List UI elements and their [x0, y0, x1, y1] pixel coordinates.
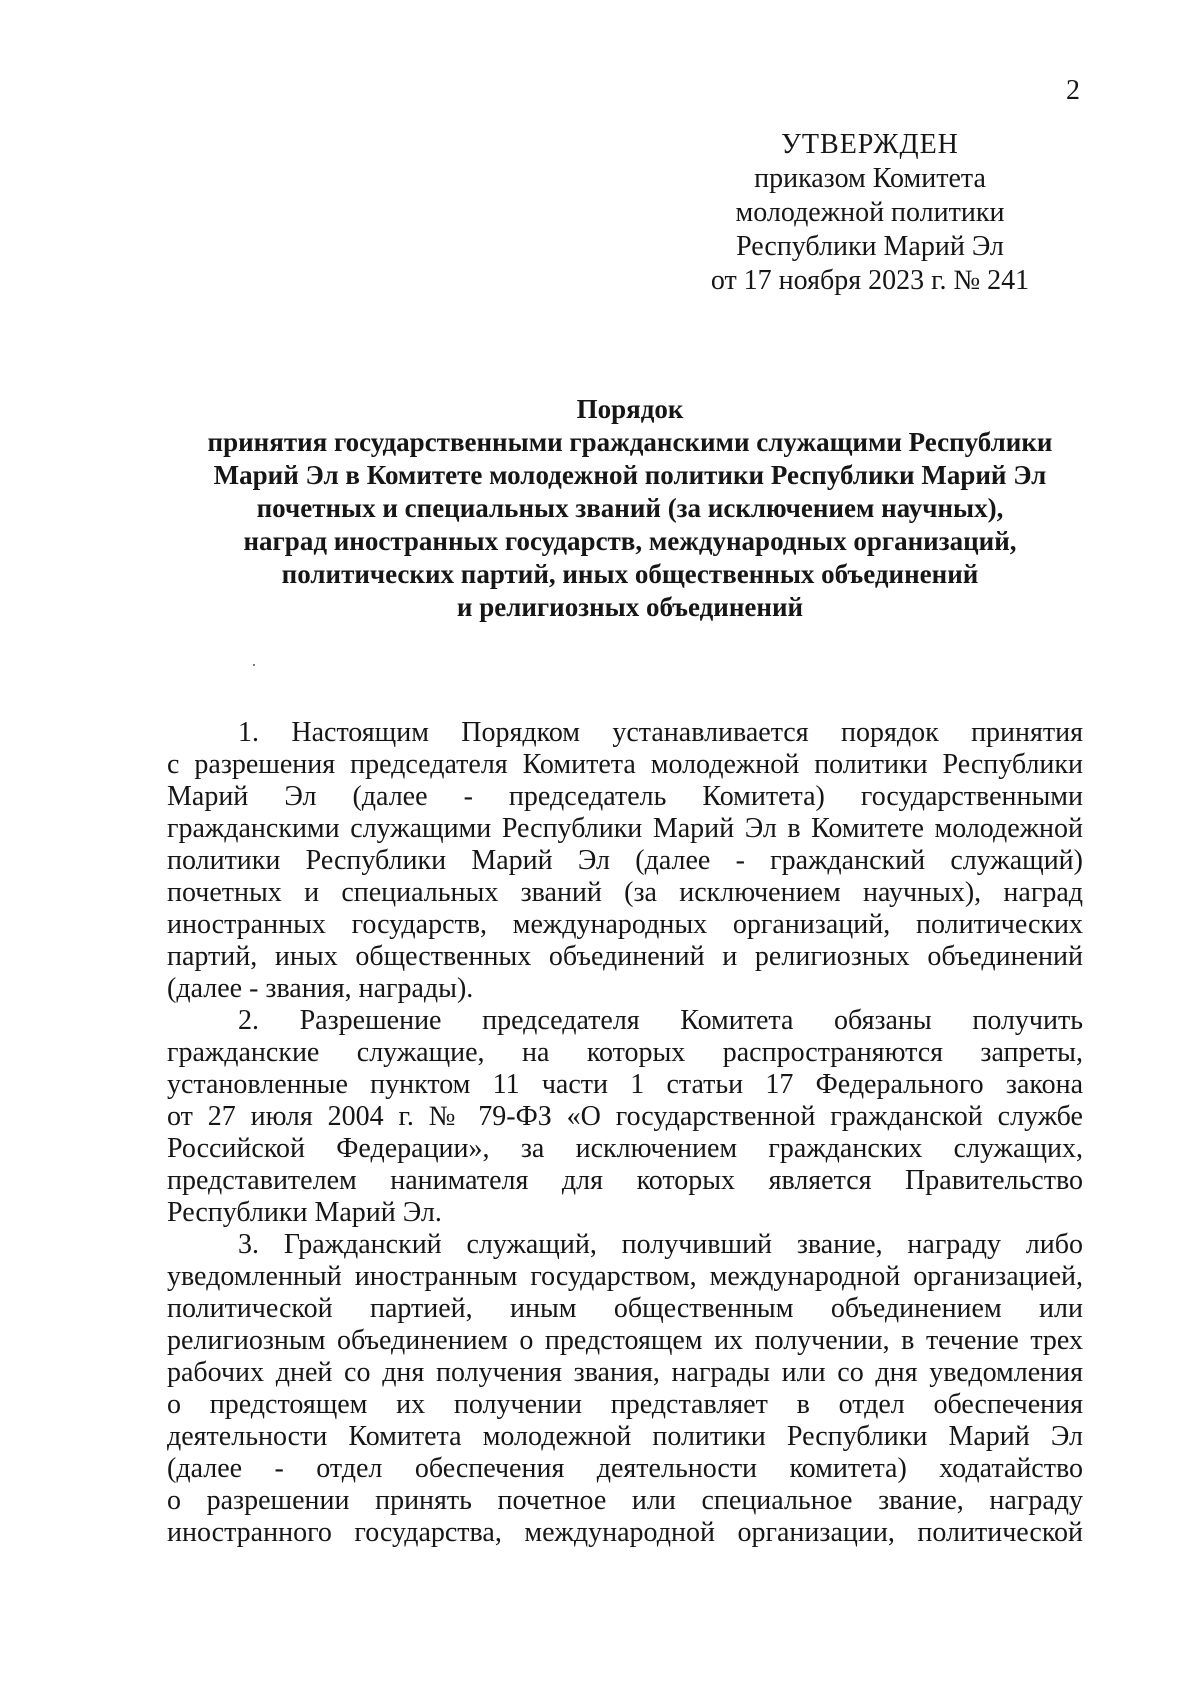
body-line: Марий Эл (далее - председатель Комитета) государственными	[167, 781, 1083, 812]
body-line: о предстоящем их получении представляет в отдел обеспечения	[167, 1389, 1083, 1420]
body-line: 1. Настоящим Порядком устанавливается порядок принятия	[238, 717, 1083, 748]
body-line: деятельности Комитета молодежной политики Республики Марий Эл	[167, 1421, 1083, 1452]
body-line: партий, иных общественных объединений и религиозных объединений	[167, 941, 1083, 972]
document-title	[160, 393, 1100, 624]
body-line: Республики Марий Эл.	[167, 1197, 442, 1228]
approval-stamp: УТВЕРЖДЕН	[781, 129, 959, 160]
body-line: (далее - звания, награды).	[167, 973, 474, 1004]
approval-line: приказом Комитета	[754, 163, 986, 194]
body-line: 3. Гражданский служащий, получивший звание, награду либо	[238, 1229, 1083, 1260]
body-line: установленные пунктом 11 части 1 статьи 17 Федерального закона	[167, 1069, 1083, 1100]
page-number: 2	[1066, 75, 1080, 106]
body-line: Российской Федерации», за исключением гражданских служащих,	[167, 1133, 1083, 1164]
title-line: принятия государственными гражданскими служащими Республики	[207, 427, 1053, 457]
title-line: наград иностранных государств, международных организаций,	[243, 526, 1017, 556]
title-line: и религиозных объединений	[456, 592, 804, 622]
body-line: иностранных государств, международных организаций, политических	[167, 909, 1083, 940]
body-line: от 27 июля 2004 г. № 79-ФЗ «О государственной гражданской службе	[167, 1101, 1083, 1132]
approval-date-number: от 17 ноября 2023 г. № 241	[710, 265, 1030, 296]
body-line: с разрешения председателя Комитета молодежной политики Республики	[167, 749, 1083, 780]
body-line: политической партией, иным общественным объединением или	[167, 1293, 1083, 1324]
approval-line: Республики Марий Эл	[736, 231, 1004, 262]
body-line: уведомленный иностранным государством, международной организацией,	[167, 1261, 1083, 1292]
body-line: почетных и специальных званий (за исключением научных), наград	[167, 877, 1083, 908]
body-line: представителем нанимателя для которых является Правительство	[167, 1165, 1083, 1196]
body-line: иностранного государства, международной организации, политической	[167, 1517, 1083, 1548]
approval-line: молодежной политики	[735, 197, 1005, 228]
body-line: (далее - отдел обеспечения деятельности комитета) ходатайство	[167, 1453, 1083, 1484]
body-line: гражданскими служащими Республики Марий Эл в Комитете молодежной	[167, 813, 1083, 844]
title-line: Марий Эл в Комитете молодежной политики Республики Марий Эл	[213, 460, 1047, 490]
scan-speck	[253, 664, 255, 666]
document-body	[167, 717, 1083, 1549]
body-line: рабочих дней со дня получения звания, награды или со дня уведомления	[167, 1357, 1083, 1388]
title-line: почетных и специальных званий (за исключением научных),	[256, 493, 1004, 523]
body-line: политики Республики Марий Эл (далее - гражданский служащий)	[167, 845, 1083, 876]
body-line: гражданские служащие, на которых распространяются запреты,	[167, 1037, 1083, 1068]
body-line: религиозным объединением о предстоящем их получении, в течение трех	[167, 1325, 1083, 1356]
body-line: о разрешении принять почетное или специальное звание, награду	[167, 1485, 1083, 1516]
title-line: политических партий, иных общественных объединений	[281, 559, 979, 589]
title-heading: Порядок	[576, 394, 684, 424]
approval-block	[680, 128, 1060, 298]
body-line: 2. Разрешение председателя Комитета обязаны получить	[238, 1005, 1083, 1036]
